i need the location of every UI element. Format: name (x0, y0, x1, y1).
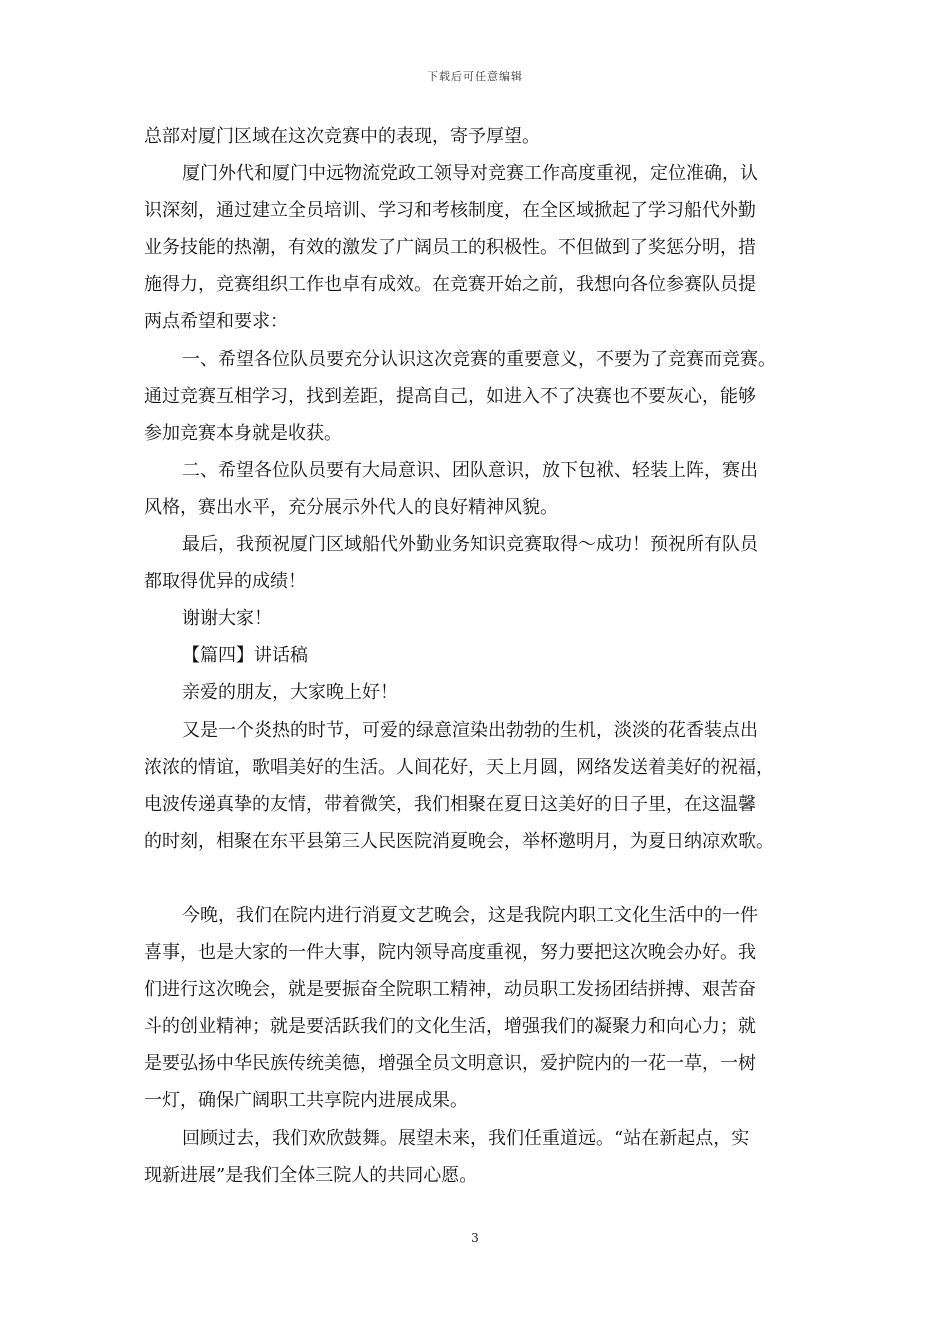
text-line: 谢谢大家！ (182, 608, 272, 630)
text-line: 施得力，竞赛组织工作也卓有成效。在竞赛开始之前，我想向各位参赛队员提 (144, 274, 756, 296)
text-line: 识深刻，通过建立全员培训、学习和考核制度，在全区域掀起了学习船代外勤 (144, 200, 756, 222)
text-line: 现新进展”是我们全体三院人的共同心愿。 (144, 1164, 478, 1186)
text-line: 业务技能的热潮，有效的激发了广阔员工的积极性。不但做到了奖惩分明，措 (144, 237, 756, 259)
text-line: 二、希望各位队员要有大局意识、团队意识，放下包袱、轻装上阵，赛出 (182, 459, 758, 481)
text-line: 斗的创业精神；就是要活跃我们的文化生活，增强我们的凝聚力和向心力；就 (144, 1016, 756, 1038)
text-line: 是要弘扬中华民族传统美德，增强全员文明意识，爱护院内的一花一草，一树 (144, 1053, 756, 1075)
text-line: 的时刻，相聚在东平县第三人民医院消夏晚会，举杯邀明月，为夏日纳凉欢歌。 (144, 830, 774, 852)
text-line: 电波传递真挚的友情，带着微笑，我们相聚在夏日这美好的日子里，在这温馨 (144, 793, 756, 815)
page-header: 下载后可任意编辑 (427, 70, 523, 83)
text-line: 风格，赛出水平，充分展示外代人的良好精神风貌。 (144, 496, 558, 518)
text-line: 最后，我预祝厦门区域船代外勤业务知识竞赛取得～成功！预祝所有队员 (182, 534, 758, 556)
page-number: 3 (471, 1231, 479, 1245)
text-line: 总部对厦门区域在这次竞赛中的表现，寄予厚望。 (144, 126, 540, 147)
text-line: 参加竞赛本身就是收获。 (144, 422, 342, 444)
section-heading: 【篇四】讲话稿 (182, 645, 308, 667)
text-line: 一灯，确保广阔职工共享院内进展成果。 (144, 1090, 468, 1112)
text-line: 两点希望和要求： (144, 311, 288, 333)
text-line: 浓浓的情谊，歌唱美好的生活。人间花好，天上月圆，网络发送着美好的祝福， (144, 756, 774, 778)
document-body (144, 118, 812, 1194)
text-line: 都取得优异的成绩！ (144, 571, 306, 593)
text-line: 回顾过去，我们欢欣鼓舞。展望未来，我们任重道远。“站在新起点，实 (182, 1127, 750, 1149)
text-line: 又是一个炎热的时节，可爱的绿意渲染出勃勃的生机，淡淡的花香装点出 (182, 719, 758, 741)
text-line: 一、希望各位队员要充分认识这次竞赛的重要意义，不要为了竞赛而竞赛。 (182, 348, 776, 370)
text-line: 厦门外代和厦门中远物流党政工领导对竞赛工作高度重视，定位准确，认 (182, 163, 758, 185)
text-line: 喜事，也是大家的一件大事，院内领导高度重视，努力要把这次晚会办好。我 (144, 942, 756, 964)
text-line: 亲爱的朋友，大家晚上好！ (182, 682, 398, 704)
text-line: 今晚，我们在院内进行消夏文艺晚会，这是我院内职工文化生活中的一件 (182, 904, 758, 926)
blank-line (144, 860, 812, 897)
text-line: 通过竞赛互相学习，找到差距，提高自己，如进入不了决赛也不要灰心，能够 (144, 385, 756, 407)
text-line: 们进行这次晚会，就是要振奋全院职工精神，动员职工发扬团结拼搏、艰苦奋 (144, 979, 756, 1001)
